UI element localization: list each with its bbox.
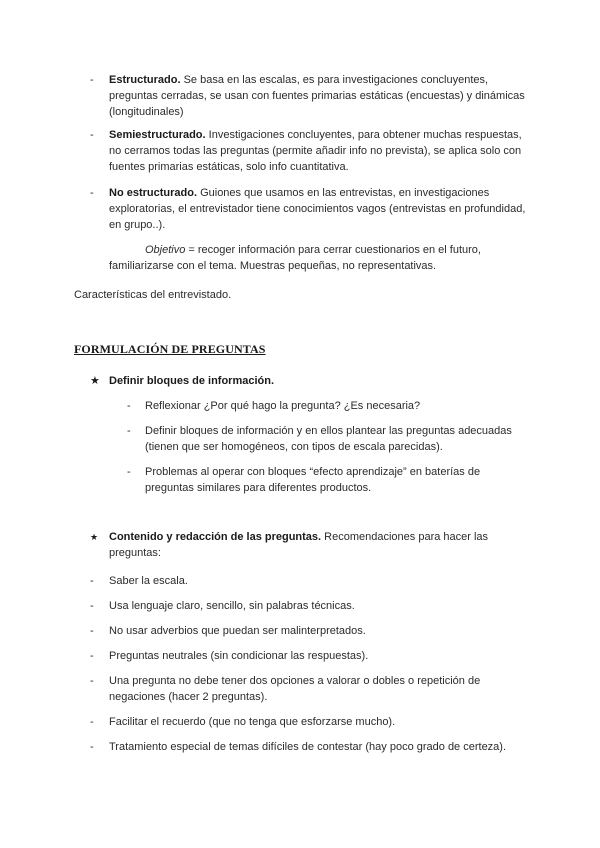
term-structured: Estructurado. bbox=[109, 74, 181, 86]
blocks-title-text: Definir bloques de información. bbox=[109, 375, 275, 387]
section-heading: FORMULACIÓN DE PREGUNTAS bbox=[74, 342, 266, 356]
bullet-marker: - bbox=[90, 650, 94, 662]
blocks-title bbox=[109, 373, 529, 389]
bullet-marker: - bbox=[127, 400, 131, 412]
objective-term: Objetivo bbox=[145, 244, 186, 256]
bullet-marker: - bbox=[90, 675, 94, 687]
item-unstructured bbox=[109, 185, 529, 233]
list-item: Tratamiento especial de temas difíciles de contestar (hay poco grado de certeza). bbox=[109, 741, 507, 753]
term-unstructured: No estructurado. bbox=[109, 187, 198, 199]
objective-paragraph bbox=[109, 242, 529, 274]
star-icon: ★ bbox=[90, 375, 100, 387]
bullet-marker: - bbox=[127, 425, 131, 437]
list-item: Facilitar el recuerdo (que no tenga que esforzarse mucho). bbox=[109, 716, 396, 728]
bullet-marker: - bbox=[90, 716, 94, 728]
item-semistructured bbox=[109, 127, 529, 175]
text-unstructured: Guiones que usamos en las entrevistas, en investigaciones exploratorias, el entrevistador tiene conocimientos vagos (entrevistas en profundidad, en grupo..). bbox=[109, 187, 526, 231]
list-item: Saber la escala. bbox=[109, 575, 188, 587]
text-structured: Se basa en las escalas, es para investigaciones concluyentes, preguntas cerradas, se usan con fuentes primarias estáticas (encuestas) y dinámicas (longitudinales) bbox=[109, 74, 525, 118]
content-title bbox=[109, 529, 529, 561]
objective-text: = recoger información para cerrar cuestionarios en el futuro, familiarizarse con el tema. Muestras pequeñas, no representativas. bbox=[109, 244, 481, 272]
item-structured bbox=[109, 72, 529, 120]
list-item: Definir bloques de información y en ellos plantear las preguntas adecuadas (tienen que ser homogéneos, con tipos de escala parecidas). bbox=[145, 425, 512, 453]
list-item: Problemas al operar con bloques “efecto aprendizaje” en baterías de preguntas similares para diferentes productos. bbox=[145, 466, 481, 494]
term-semistructured: Semiestructurado. bbox=[109, 129, 206, 141]
list-item: Reflexionar ¿Por qué hago la pregunta? ¿Es necesaria? bbox=[145, 400, 421, 412]
text-semistructured: Investigaciones concluyentes, para obtener muchas respuestas, no cerramos todas las preguntas (permite añadir info no prevista), se aplica solo con fuentes primarias estáticas, solo info cuantitativa. bbox=[109, 129, 522, 173]
bullet-marker: - bbox=[90, 625, 94, 637]
bullet-marker: - bbox=[90, 129, 94, 141]
bullet-marker: - bbox=[90, 187, 94, 199]
bullet-marker: - bbox=[90, 741, 94, 753]
bullet-marker: - bbox=[127, 466, 131, 478]
content-title-text: Contenido y redacción de las preguntas. bbox=[109, 531, 322, 543]
content-title-rest: Recomendaciones para hacer las preguntas: bbox=[109, 531, 489, 559]
bullet-marker: - bbox=[90, 600, 94, 612]
bullet-marker: - bbox=[90, 575, 94, 587]
interviewee-line: Características del entrevistado. bbox=[74, 289, 232, 301]
list-item: Preguntas neutrales (sin condicionar las respuestas). bbox=[109, 650, 369, 662]
bullet-marker: - bbox=[90, 74, 94, 86]
list-item: No usar adverbios que puedan ser malinterpretados. bbox=[109, 625, 366, 637]
list-item: Una pregunta no debe tener dos opciones a valorar o dobles o repetición de negaciones (hacer 2 preguntas). bbox=[109, 675, 481, 703]
star-icon: ★ bbox=[90, 532, 99, 542]
list-item: Usa lenguaje claro, sencillo, sin palabras técnicas. bbox=[109, 600, 355, 612]
